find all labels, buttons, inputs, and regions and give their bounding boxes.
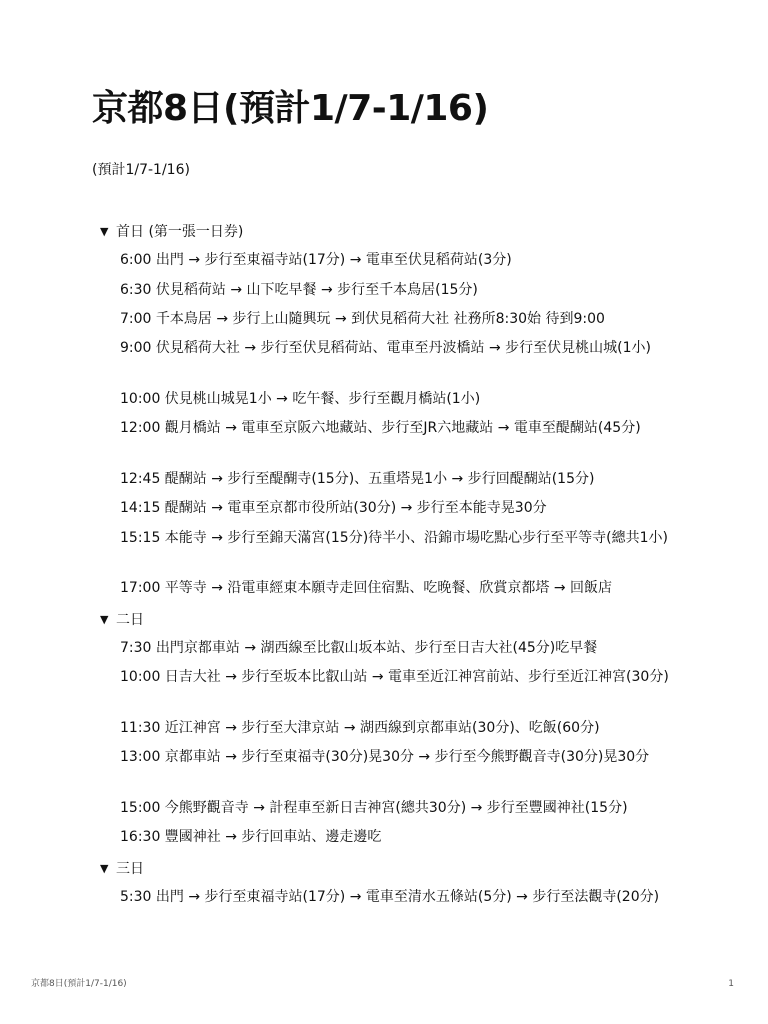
- footer-page-number: 1: [728, 979, 734, 989]
- itinerary-item: 12:45 醍醐站 → 步行至醍醐寺(15分)、五重塔晃1小 → 步行回醍醐站(15分): [120, 471, 595, 487]
- itinerary-item: 17:00 平等寺 → 沿電車經東本願寺走回住宿點、吃晚餐、欣賞京都塔 → 回飯店: [120, 580, 613, 596]
- toggle-day-3: [100, 857, 700, 905]
- triangle-down-icon[interactable]: ▼: [100, 862, 109, 875]
- itinerary-item: 11:30 近江神宮 → 步行至大津京站 → 湖西線到京都車站(30分)、吃飯(60分): [120, 720, 600, 736]
- itinerary-item: 5:30 出門 → 步行至東福寺站(17分) → 電車至清水五條站(5分) → 步行至法觀寺(20分): [120, 889, 660, 905]
- itinerary-item: 13:00 京都車站 → 步行至東福寺(30分)晃30分 → 步行至今熊野觀音寺(30分)晃30分: [120, 749, 650, 765]
- itinerary-item: 6:30 伏見稻荷站 → 山下吃早餐 → 步行至千本鳥居(15分): [120, 282, 478, 298]
- itinerary-item: 15:15 本能寺 → 步行至錦天滿宮(15分)待半小、沿錦市場吃點心步行至平等寺(總共1小): [120, 530, 668, 546]
- itinerary-item: 12:00 觀月橋站 → 電車至京阪六地藏站、步行至JR六地藏站 → 電車至醍醐站(45分): [120, 420, 641, 436]
- toggle-header-day-2[interactable]: [100, 608, 700, 632]
- triangle-down-icon[interactable]: ▼: [100, 225, 109, 238]
- toggle-day-1: [100, 220, 700, 596]
- toggle-label-day-3: 三日: [116, 861, 144, 877]
- itinerary-item: 15:00 今熊野觀音寺 → 計程車至新日吉神宮(總共30分) → 步行至豐國神社(15分): [120, 800, 628, 816]
- itinerary-item: 6:00 出門 → 步行至東福寺站(17分) → 電車至伏見稻荷站(3分): [120, 252, 512, 268]
- itinerary-item: 7:30 出門京都車站 → 湖西線至比叡山坂本站、步行至日吉大社(45分)吃早餐: [120, 640, 598, 656]
- toggle-label-day-1: 首日 (第一張一日券): [116, 224, 244, 240]
- toggle-header-day-1[interactable]: [100, 220, 700, 244]
- itinerary-item: 9:00 伏見稻荷大社 → 步行至伏見稻荷站、電車至丹波橋站 → 步行至伏見桃山城(1小): [120, 340, 651, 356]
- itinerary-item: 14:15 醍醐站 → 電車至京都市役所站(30分) → 步行至本能寺晃30分: [120, 500, 547, 516]
- toggle-label-day-2: 二日: [116, 612, 144, 628]
- triangle-down-icon[interactable]: ▼: [100, 613, 109, 626]
- itinerary-item: 10:00 日吉大社 → 步行至坂本比叡山站 → 電車至近江神宮前站、步行至近江神宮(30分): [120, 669, 669, 685]
- page-title: 京都8日(預計1/7-1/16): [92, 88, 489, 129]
- itinerary-item: 7:00 千本鳥居 → 步行上山隨興玩 → 到伏見稻荷大社 社務所8:30始 待到9:00: [120, 311, 605, 327]
- toggle-header-day-3[interactable]: [100, 857, 700, 881]
- itinerary-item: 16:30 豐國神社 → 步行回車站、邊走邊吃: [120, 829, 382, 845]
- page-subtitle: (預計1/7-1/16): [92, 162, 190, 178]
- toggle-day-2: [100, 608, 700, 845]
- itinerary-item: 10:00 伏見桃山城晃1小 → 吃午餐、步行至觀月橋站(1小): [120, 391, 481, 407]
- footer-document-title: 京都8日(預計1/7-1/16): [31, 979, 127, 989]
